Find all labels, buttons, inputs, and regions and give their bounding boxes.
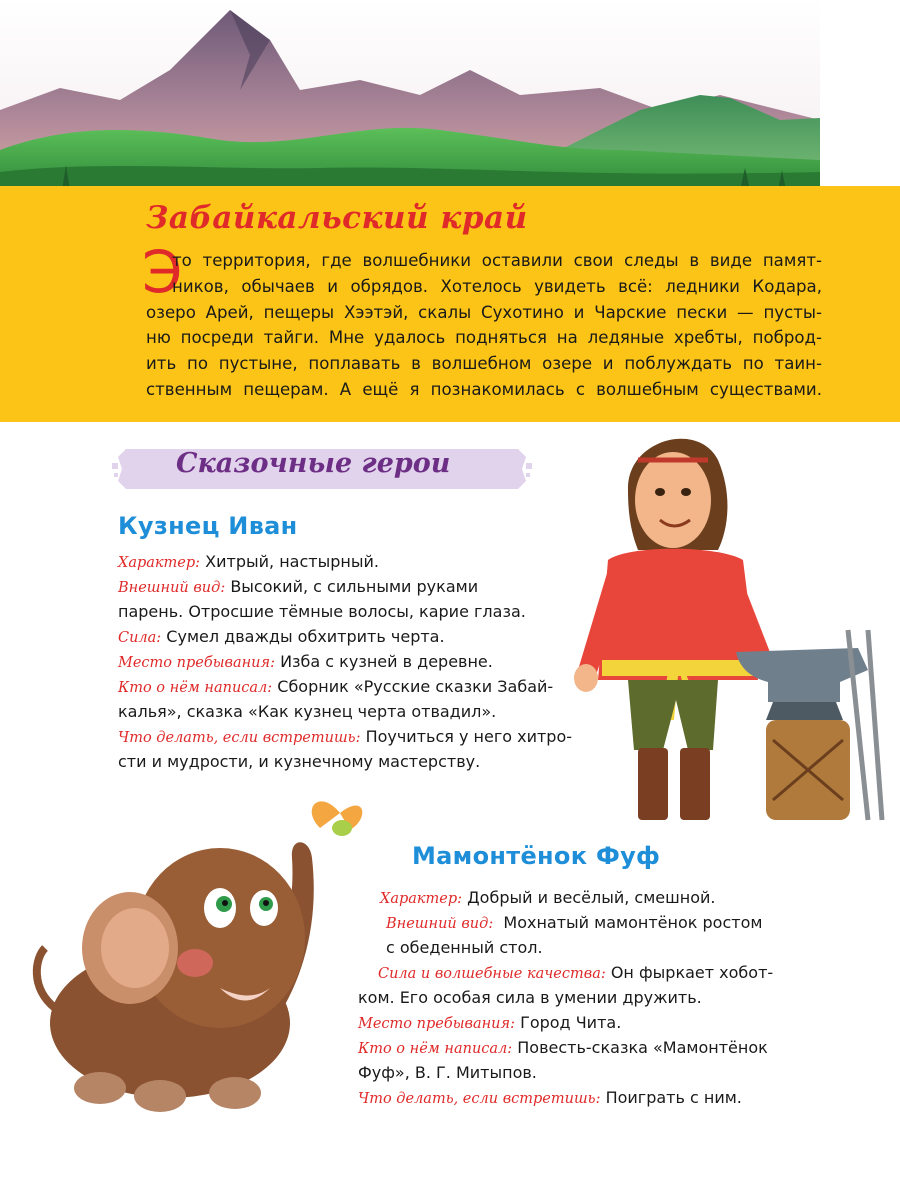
region-title: Забайкальский край xyxy=(146,200,528,236)
hero-info-row: Кто о нём написал: Сборник «Русские сказки Забай- xyxy=(118,677,554,696)
hero-info-row: Что делать, если встретишь: Поучиться у него хитро- xyxy=(118,727,573,746)
hero-name-mammoth: Мамонтёнок Фуф xyxy=(412,842,661,870)
hero-info-row: ком. Его особая сила в умении дружить. xyxy=(358,988,702,1007)
hero-info-row: Характер: Хитрый, настырный. xyxy=(118,552,379,571)
hero-info-row: с обеденный стол. xyxy=(386,938,543,957)
intro-paragraph xyxy=(146,248,822,403)
hero-info-row: Сила и волшебные качества: Он фыркает хобот- xyxy=(378,963,774,982)
hero-info-row: Что делать, если встретишь: Поиграть с ним. xyxy=(358,1088,742,1107)
mammoth-illustration xyxy=(20,788,370,1118)
section-title: Сказочные герои xyxy=(176,448,451,479)
hero-info-row: калья», сказка «Как кузнец черта отвадил». xyxy=(118,702,497,721)
hero-info-row: Сила: Сумел дважды обхитрить черта. xyxy=(118,627,445,646)
hero-info-row: Внешний вид: Мохнатый мамонтёнок ростом xyxy=(386,913,763,932)
intro-line: ить по пустыне, поплавать в волшебном озере и поблуждать по таин- xyxy=(146,354,822,374)
intro-line: то территория, где волшебники оставили свои следы в виде памят- xyxy=(172,251,822,270)
mountain-landscape-illustration xyxy=(0,0,820,190)
intro-line: ников, обычаев и обрядов. Хотелось увидеть всё: ледники Кодара, xyxy=(172,276,822,296)
hero-info-row: сти и мудрости, и кузнечному мастерству. xyxy=(118,752,481,771)
hero-info-row: Место пребывания: Город Чита. xyxy=(358,1013,622,1032)
intro-line: ню посреди тайги. Мне удалось подняться на ледяные хребты, поброд- xyxy=(146,328,822,348)
butterfly-icon xyxy=(312,801,363,836)
intro-line: озеро Арей, пещеры Хээтэй, скалы Сухотино и Чарские пески — пусты- xyxy=(146,302,822,322)
hero-info-row: Внешний вид: Высокий, с сильными руками xyxy=(118,577,479,596)
hero-info-row: Место пребывания: Изба с кузней в деревне. xyxy=(118,652,493,671)
hero-name-blacksmith: Кузнец Иван xyxy=(118,512,298,540)
hero-info-row: Кто о нём написал: Повесть-сказка «Мамонтёнок xyxy=(358,1038,768,1057)
hero-info-row: Фуф», В. Г. Митыпов. xyxy=(358,1063,537,1082)
intro-dropcap: Э xyxy=(142,238,183,306)
intro-line: ственным пещерам. А ещё я познакомилась с волшебным существами. xyxy=(146,379,822,399)
hero-info-row: Характер: Добрый и весёлый, смешной. xyxy=(380,888,716,907)
hero-info-row: парень. Отросшие тёмные волосы, карие глаза. xyxy=(118,602,526,621)
blacksmith-illustration xyxy=(568,420,900,830)
